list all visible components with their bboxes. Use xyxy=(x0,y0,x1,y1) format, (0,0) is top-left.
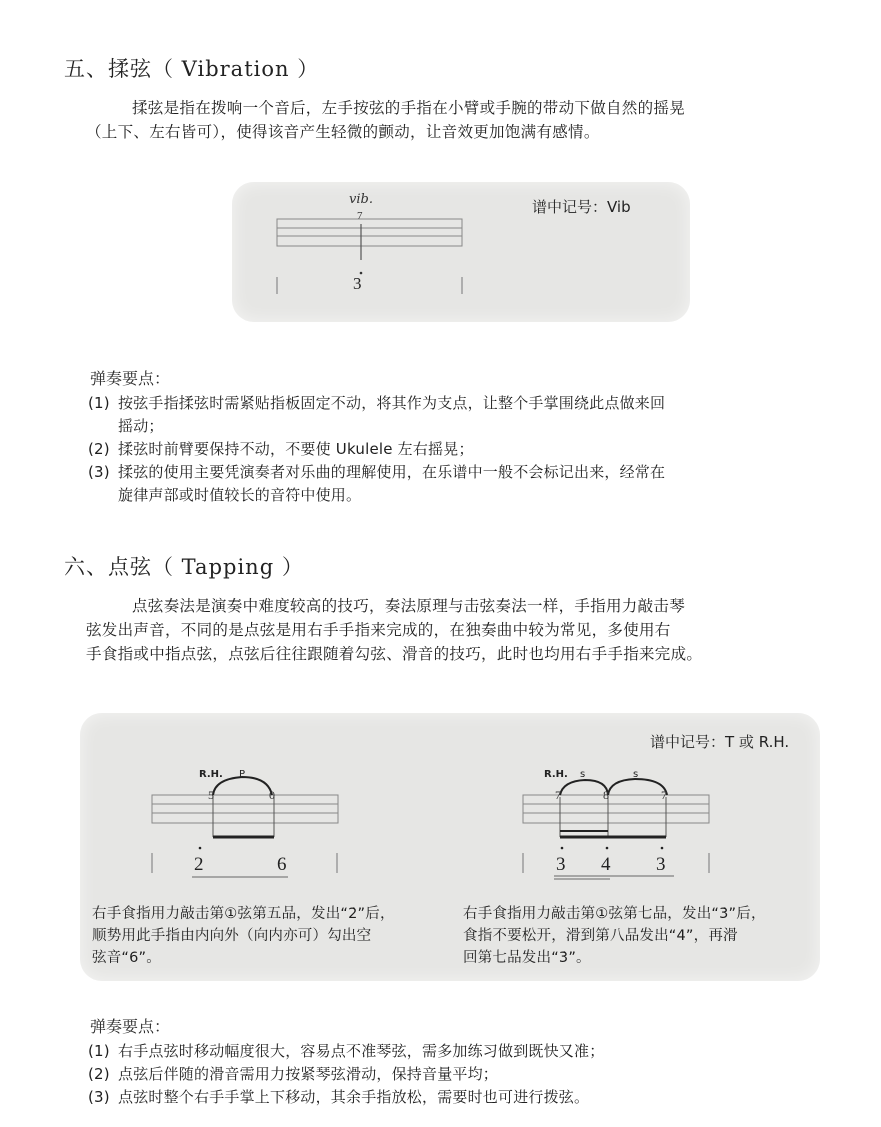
vibration-tab-staff xyxy=(232,182,690,322)
technique-pulloff: P xyxy=(239,769,246,780)
tapping-intro-line2: 弦发出声音，不同的是点弦是用右手手指来完成的，在独奏曲中较为常见，多使用右 xyxy=(86,621,671,639)
technique-slide-2: s xyxy=(633,769,639,780)
note-3-high-b: 3 xyxy=(656,854,666,875)
note-4-high: 4 xyxy=(601,854,611,875)
tapping-figure-box xyxy=(80,713,820,981)
section-heading-tapping: 六、点弦（ Tapping ） xyxy=(64,555,304,579)
tapping-intro-line3: 手食指或中指点弦，点弦后往往跟随着勾弦、滑音的技巧，此时也均用右手手指来完成。 xyxy=(86,645,703,663)
vibration-intro-line2: （上下、左右皆可），使得该音产生轻微的颤动，让音效更加饱满有感情。 xyxy=(86,123,600,141)
vibration-notation-label: 谱中记号：Vib xyxy=(532,198,631,216)
tapping-points-title: 弹奏要点： xyxy=(90,1017,171,1036)
jianpu-note: 3 xyxy=(353,274,362,293)
fret-7b: 7 xyxy=(661,788,667,802)
fret-5: 5 xyxy=(208,788,214,802)
tapping-point-1: (1) 右手点弦时移动幅度很大，容易点不准琴弦，需多加练习做到既快又准； xyxy=(88,1042,605,1060)
note-2-high: 2 xyxy=(194,854,204,875)
vibration-point-2: (2) 揉弦时前臂要保持不动，不要使 Ukulele 左右摇晃； xyxy=(88,440,474,458)
vibration-intro xyxy=(86,96,846,144)
vibration-point-1: (1) 按弦手指揉弦时需紧贴指板固定不动，将其作为支点，让整个手掌围绕此点做来回 摇动； xyxy=(88,394,666,435)
vibration-intro-line1: 揉弦是指在拨响一个音后，左手按弦的手指在小臂或手腕的带动下做自然的摇晃 xyxy=(132,99,686,117)
note-6: 6 xyxy=(277,854,287,875)
tapping-intro xyxy=(86,594,846,666)
tapping-example1-caption: 右手食指用力敲击第①弦第五品，发出“2̇”后， 顺势用此手指由内向外（向内亦可）勾出空 弦音“6”。 xyxy=(92,906,395,966)
vibration-points-title: 弹奏要点： xyxy=(90,369,171,388)
vibration-points-list xyxy=(88,392,848,507)
rh-label-1: R.H. xyxy=(199,769,223,780)
vib-mark: vib. xyxy=(349,192,373,207)
tapping-points-list xyxy=(88,1040,848,1109)
rh-label-2: R.H. xyxy=(544,769,568,780)
technique-slide-1: s xyxy=(580,769,586,780)
tapping-example2-tab xyxy=(80,713,820,893)
section-heading-vibration: 五、揉弦（ Vibration ） xyxy=(64,57,320,81)
tapping-point-2: (2) 点弦后伴随的滑音需用力按紧琴弦滑动，保持音量平均； xyxy=(88,1065,499,1083)
tapping-point-3: (3) 点弦时整个右手手掌上下移动，其余手指放松，需要时也可进行拨弦。 xyxy=(88,1088,590,1106)
fret-0: 0 xyxy=(269,788,275,802)
fret-7a: 7 xyxy=(555,788,561,802)
note-3-high-a: 3 xyxy=(556,854,566,875)
vibration-point-3: (3) 揉弦的使用主要凭演奏者对乐曲的理解使用，在乐谱中一般不会标记出来，经常在 旋律声部或时值较长的音符中使用。 xyxy=(88,463,666,504)
vibration-figure-box xyxy=(232,182,690,322)
fret-8: 8 xyxy=(603,788,609,802)
tapping-example2-caption: 右手食指用力敲击第①弦第七品，发出“3̇”后， 食指不要松开，滑到第八品发出“4̇”，再滑 回第七品发出“3̇”。 xyxy=(463,906,766,966)
tab-fret-number: 7 xyxy=(357,210,363,222)
tapping-notation-label: 谱中记号：T 或 R.H. xyxy=(650,733,790,751)
tapping-intro-line1: 点弦奏法是演奏中难度较高的技巧，奏法原理与击弦奏法一样，手指用力敲击琴 xyxy=(132,597,686,615)
